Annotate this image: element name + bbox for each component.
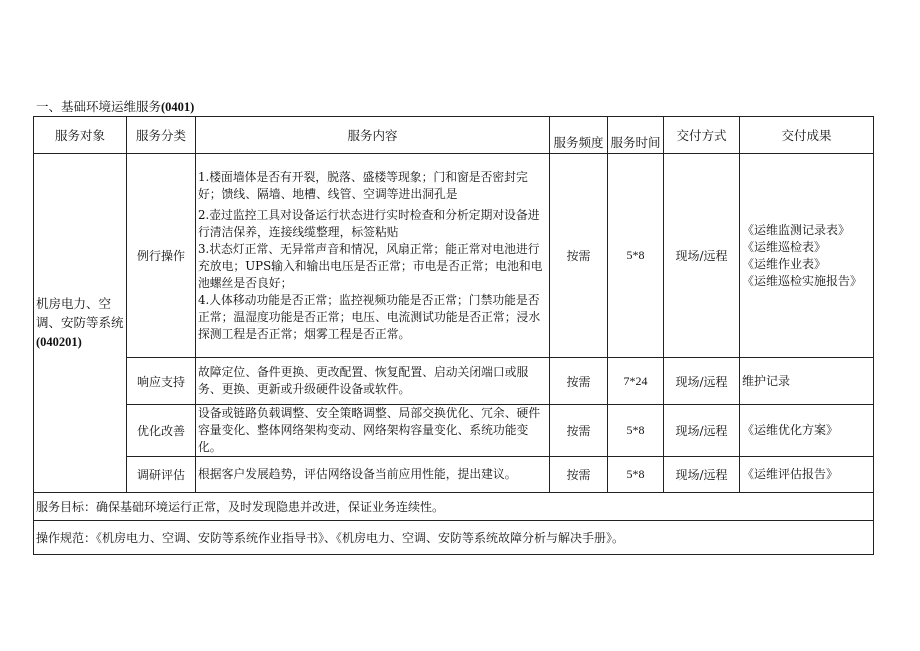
deliverables-cell xyxy=(740,405,874,457)
category-cell: 响应支持 xyxy=(127,358,196,405)
section-title xyxy=(36,99,194,115)
section-title-text: 一、基础环境运维服务 xyxy=(36,99,162,114)
frequency-cell: 按需 xyxy=(550,405,608,457)
content-item: 2.壶过监控工具对设备运行状态进行实时检查和分析定期对设备进行清洁保养，连接线缆整理，标签粘贴 xyxy=(198,207,540,239)
header-row xyxy=(34,117,874,154)
service-table xyxy=(33,116,874,555)
service-goal-row xyxy=(34,493,874,521)
time-cell: 5*8 xyxy=(608,405,664,457)
header-service-frequency: 服务频度 xyxy=(550,117,608,154)
content-item: 根据客户发展趋势，评估网络设备当前应用性能，提出建议。 xyxy=(198,467,517,481)
deliverable-item: 《运维监测记录表》 xyxy=(742,222,851,237)
frequency-cell: 按需 xyxy=(550,154,608,358)
deliverable-item: 《运维评估报告》 xyxy=(742,467,839,481)
content-cell xyxy=(196,457,550,493)
content-item: 故障定位、备件更换、更改配置、恢复配置、启动关闭端口或服务、更换、更新或升级硬件设备或软件。 xyxy=(198,365,529,396)
service-object-name: 机房电力、空调、安防等系统 xyxy=(36,296,124,330)
delivery-cell: 现场/远程 xyxy=(664,457,740,493)
table-row xyxy=(34,358,874,405)
deliverable-item: 《运维优化方案》 xyxy=(742,423,839,437)
operation-spec-row xyxy=(34,521,874,555)
content-cell xyxy=(196,358,550,405)
content-item: 设备或链路负载调整、安全策略调整、局部交换优化、冗余、硬件容量变化、整体网络架构变动、网络架构容量变化、系统功能变化。 xyxy=(198,406,541,454)
category-cell: 优化改善 xyxy=(127,405,196,457)
header-service-time: 服务时间 xyxy=(608,117,664,154)
deliverable-item: 维护记录 xyxy=(742,373,791,388)
time-cell: 5*8 xyxy=(608,457,664,493)
deliverable-item: 《运维作业表》 xyxy=(742,256,827,271)
table-row xyxy=(34,457,874,493)
content-cell xyxy=(196,405,550,457)
time-cell: 5*8 xyxy=(608,154,664,358)
header-delivery-method: 交付方式 xyxy=(664,117,740,154)
content-item: 3.状态灯正常、无异常声音和情况，风扇正常；能正常对电池进行充放电；UPS输入和输出电压是否正常；市电是否正常；电池和电池螺丝是否良好； xyxy=(198,241,543,290)
category-cell: 例行操作 xyxy=(127,154,196,358)
section-title-code: (0401) xyxy=(161,100,195,114)
service-goal: 服务目标：确保基础环境运行正常，及时发现隐患并改进，保证业务连续性。 xyxy=(34,493,874,521)
header-service-category: 服务分类 xyxy=(127,117,196,154)
frequency-cell: 按需 xyxy=(550,358,608,405)
content-cell xyxy=(196,154,550,358)
deliverable-item: 《运维巡检实施报告》 xyxy=(742,273,863,288)
frequency-cell: 按需 xyxy=(550,457,608,493)
delivery-cell: 现场/远程 xyxy=(664,405,740,457)
content-item: 4.人体移动功能是否正常；监控视频功能是否正常；门禁功能是否正常；温湿度功能是否正常；电压、电流测试功能是否正常；浸水探测工程是否正常；烟雾工程是否正常。 xyxy=(198,292,541,341)
header-service-object: 服务对象 xyxy=(34,117,127,154)
header-service-content: 服务内容 xyxy=(196,117,550,154)
deliverable-item: 《运维巡检表》 xyxy=(742,239,827,254)
deliverables-cell xyxy=(740,154,874,358)
deliverables-cell xyxy=(740,457,874,493)
delivery-cell: 现场/远程 xyxy=(664,358,740,405)
category-cell: 调研评估 xyxy=(127,457,196,493)
table-row xyxy=(34,154,874,358)
service-object-code: (040201) xyxy=(36,335,82,349)
operation-spec: 操作规范：《机房电力、空调、安防等系统作业指导书》、《机房电力、空调、安防等系统故障分析与解决手册》。 xyxy=(34,521,874,555)
deliverables-cell xyxy=(740,358,874,405)
delivery-cell: 现场/远程 xyxy=(664,154,740,358)
content-item: 1.楼面墙体是否有开裂，脱落、盛楼等现象；门和窗是否密封完好；馈线、隔墙、地槽、线管、空调等进出洞孔是 xyxy=(198,169,528,201)
service-object-cell xyxy=(34,154,127,493)
time-cell: 7*24 xyxy=(608,358,664,405)
table-row xyxy=(34,405,874,457)
header-deliverables: 交付成果 xyxy=(740,117,874,154)
